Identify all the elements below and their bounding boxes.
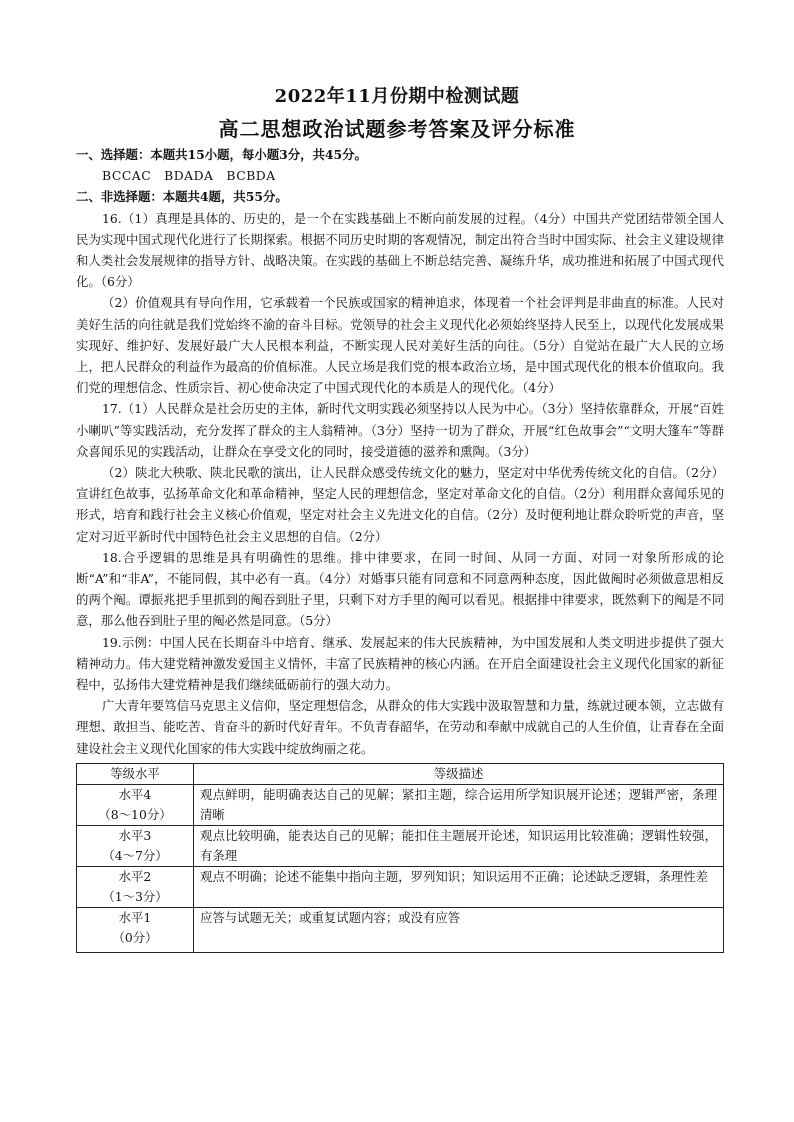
grading-rubric-table bbox=[76, 763, 724, 953]
table-row bbox=[77, 907, 724, 952]
rubric-level-name: 水平4 bbox=[118, 786, 152, 802]
rubric-level-cell bbox=[77, 907, 194, 952]
rubric-level-range: （1～3分） bbox=[102, 888, 168, 904]
section-nonchoice-heading: 二、非选择题：本题共4题，共55分。 bbox=[76, 189, 288, 205]
section-choice-heading: 一、选择题：本题共15小题，每小题3分，共45分。 bbox=[76, 147, 367, 162]
rubric-header-desc: 等级描述 bbox=[194, 763, 724, 784]
rubric-level-desc: 观点不明确；论述不能集中指向主题，罗列知识；知识运用不正确；论述缺乏逻辑，条理性差 bbox=[194, 866, 724, 907]
rubric-level-desc: 应答与试题无关；或重复试题内容；或没有应答 bbox=[194, 907, 724, 952]
rubric-level-desc: 观点比较明确，能表达自己的见解；能扣住主题展开论述，知识运用比较准确；逻辑性较强，有条理 bbox=[194, 825, 724, 866]
rubric-level-range: （4～7分） bbox=[102, 847, 168, 863]
rubric-level-name: 水平1 bbox=[118, 909, 152, 925]
rubric-header-row bbox=[77, 763, 724, 784]
answer-content bbox=[76, 144, 724, 953]
rubric-level-cell bbox=[77, 866, 194, 907]
q17-part2-answer: （2）陕北大秧歌、陕北民歌的演出，让人民群众感受传统文化的魅力，坚定对中华优秀传统文化的自信。（2分）宣讲红色故事，弘扬革命文化和革命精神，坚定人民的理想信念，坚定对革命文化的自信。（2分）利用群众喜闻乐见的形式，培育和践行社会主义核心价值观，坚定对社会主义先进文化的自信。（2分）及时便利地让群众聆听党的声音，坚定对习近平新时代中国特色社会主义思想的自信。（2分） bbox=[76, 465, 724, 544]
rubric-level-range: （8～10分） bbox=[98, 806, 172, 822]
q19-example-para2: 广大青年要笃信马克思主义信仰，坚定理想信念，从群众的伟大实践中汲取智慧和力量，练就过硬本领，立志做有理想、敢担当、能吃苦、肯奋斗的新时代好青年。不负青春韶华，在劳动和奉献中成就自己的人生价值，让青春在全面建设社会主义现代化国家的伟大实践中绽放绚丽之花。 bbox=[76, 698, 724, 756]
table-row bbox=[77, 825, 724, 866]
q19-example-para1: 19.示例：中国人民在长期奋斗中培育、继承、发展起来的伟大民族精神，为中国发展和人类文明进步提供了强大精神动力。伟大建党精神激发爱国主义情怀，丰富了民族精神的核心内涵。在开启全面建设社会主义现代化国家的新征程中，弘扬伟大建党精神是我们继续砥砺前行的强大动力。 bbox=[76, 634, 724, 693]
rubric-header-level: 等级水平 bbox=[77, 763, 194, 784]
rubric-level-cell bbox=[77, 784, 194, 825]
choice-answers: BCCAC BDADA BCBDA bbox=[102, 168, 276, 184]
rubric-level-name: 水平2 bbox=[118, 868, 152, 884]
exam-title: 2022年11月份期中检测试题 bbox=[274, 86, 520, 107]
rubric-level-desc: 观点鲜明，能明确表达自己的见解；紧扣主题，综合运用所学知识展开论述；逻辑严密，条理清晰 bbox=[194, 784, 724, 825]
q16-part2-answer: （2）价值观具有导向作用，它承载着一个民族或国家的精神追求，体现着一个社会评判是非曲直的标准。人民对美好生活的向往就是我们党始终不渝的奋斗目标。党领导的社会主义现代化必须始终坚持人民至上，以现代化发展成果实现好、维护好、发展好最广大人民根本利益，不断实现人民对美好生活的向往。（5分）自觉站在最广大人民的立场上，把人民群众的利益作为最高的价值标准。人民立场是我们党的根本政治立场，是中国式现代化的根本价值取向。我们党的理想信念、性质宗旨、初心使命决定了中国式现代化的本质是人的现代化。（4分） bbox=[76, 295, 724, 396]
rubric-level-range: （0分） bbox=[112, 929, 158, 945]
q18-answer: 18.合乎逻辑的思维是具有明确性的思维。排中律要求，在同一时间、从同一方面、对同一对象所形成的论断“A”和“非A”，不能同假，其中必有一真。（4分）对婚事只能有同意和不同意两种态度，因此做阄时必须做意思相反的两个阄。谭振兆把手里抓到的阄吞到肚子里，只剩下对方手里的阄可以看见。根据排中律要求，既然剩下的阄是不同意，那么他吞到肚子里的阄必然是同意。（5分） bbox=[76, 549, 724, 629]
table-row bbox=[77, 866, 724, 907]
q16-part1-answer: 16.（1）真理是具体的、历史的，是一个在实践基础上不断向前发展的过程。（4分）中国共产党团结带领全国人民为实现中国式现代化进行了长期探索。根据不同历史时期的客观情况，制定出符合当时中国实际、社会主义建设规律和人类社会发展规律的指导方针、战略决策。在实践的基础上不断总结完善、凝练升华，成功推进和拓展了中国式现代化。（6分） bbox=[76, 210, 724, 290]
rubric-level-cell bbox=[77, 825, 194, 866]
table-row bbox=[77, 784, 724, 825]
q17-part1-answer: 17.（1）人民群众是社会历史的主体，新时代文明实践必须坚持以人民为中心。（3分）坚持依靠群众，开展“百姓小喇叭”等实践活动，充分发挥了群众的主人翁精神。（3分）坚持一切为了群众，开展“红色故事会”“文明大篷车”等群众喜闻乐见的实践活动，让群众在享受文化的同时，接受道德的滋养和熏陶。（3分） bbox=[76, 401, 724, 459]
rubric-level-name: 水平3 bbox=[118, 827, 152, 843]
answer-key-title: 高二思想政治试题参考答案及评分标准 bbox=[218, 117, 576, 141]
